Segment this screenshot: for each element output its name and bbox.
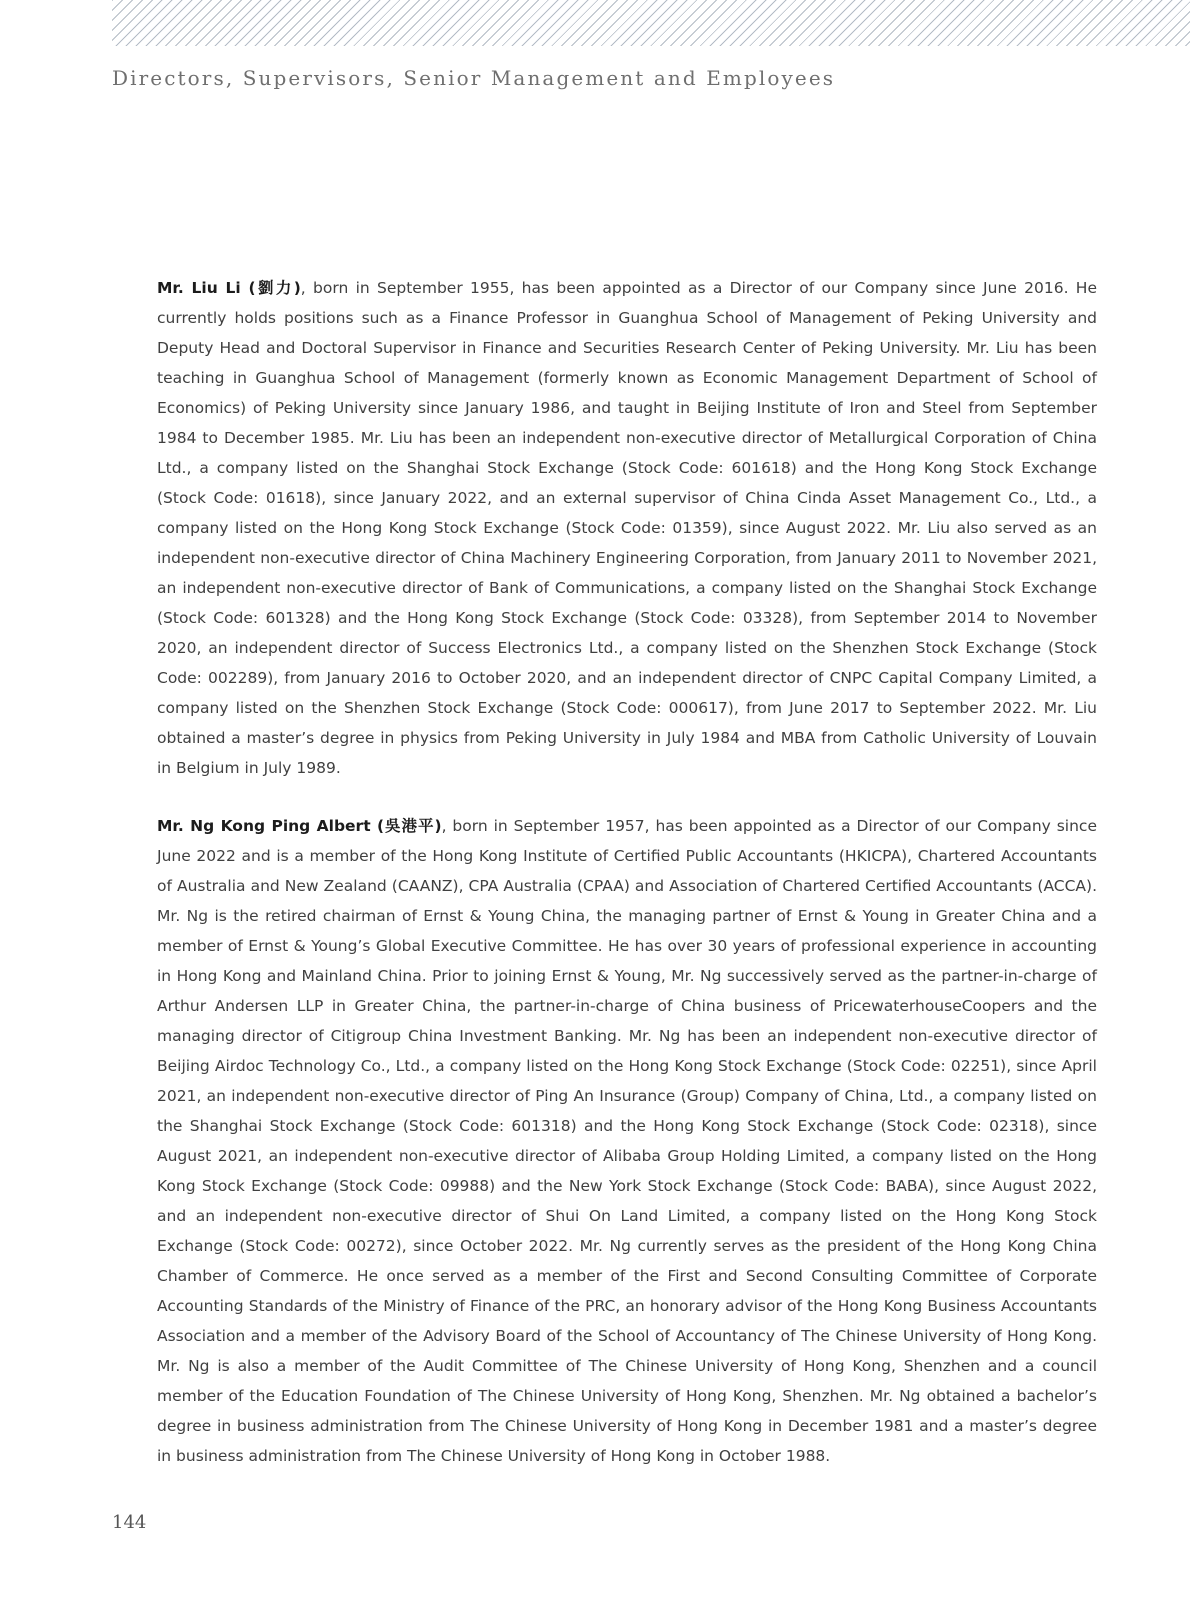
bio-text: , born in September 1955, has been appointed as a Director of our Company since June 2016. He currently holds positions such as a Finance Professor in Guanghua School of Management of Peking University and Deputy Head and Doctoral Supervisor in Finance and Securities Research Center of Peking University. Mr. Liu has been teaching in Guanghua School of Management (formerly known as Economic Management Department of School of Economics) of Peking University since January 1986, and taught in Beijing Institute of Iron and Steel from September 1984 to December 1985. Mr. Liu has been an independent non-executive director of Metallurgical Corporation of China Ltd., a company listed on the Shanghai Stock Exchange (Stock Code: 601618) and the Hong Kong Stock Exchange (Stock Code: 01618), since January 2022, and an external supervisor of China Cinda Asset Management Co., Ltd., a company listed on the Hong Kong Stock Exchange (Stock Code: 01359), since August 2022. Mr. Liu also served as an independent non-executive director of China Machinery Engineering Corporation, from January 2011 to November 2021, an independent non-executive director of Bank of Communications, a company listed on the Shanghai Stock Exchange (Stock Code: 601328) and the Hong Kong Stock Exchange (Stock Code: 03328), from September 2014 to November 2020, an independent director of Success Electronics Ltd., a company listed on the Shenzhen Stock Exchange (Stock Code: 002289), from January 2016 to October 2020, and an independent director of CNPC Capital Company Limited, a company listed on the Shenzhen Stock Exchange (Stock Code: 000617), from June 2017 to September 2022. Mr. Liu obtained a master’s degree in physics from Peking University in July 1984 and MBA from Catholic University of Louvain in Belgium in July 1989. <box>157 279 1097 777</box>
bio-text: , born in September 1957, has been appointed as a Director of our Company since June 2022 and is a member of the Hong Kong Institute of Certified Public Accountants (HKICPA), Chartered Accountants of Australia and New Zealand (CAANZ), CPA Australia (CPAA) and Association of Chartered Certified Accountants (ACCA). Mr. Ng is the retired chairman of Ernst & Young China, the managing partner of Ernst & Young in Greater China and a member of Ernst & Young’s Global Executive Committee. He has over 30 years of professional experience in accounting in Hong Kong and Mainland China. Prior to joining Ernst & Young, Mr. Ng successively served as the partner-in-charge of Arthur Andersen LLP in Greater China, the partner-in-charge of China business of PricewaterhouseCoopers and the managing director of Citigroup China Investment Banking. Mr. Ng has been an independent non-executive director of Beijing Airdoc Technology Co., Ltd., a company listed on the Hong Kong Stock Exchange (Stock Code: 02251), since April 2021, an independent non-executive director of Ping An Insurance (Group) Company of China, Ltd., a company listed on the Shanghai Stock Exchange (Stock Code: 601318) and the Hong Kong Stock Exchange (Stock Code: 02318), since August 2021, an independent non-executive director of Alibaba Group Holding Limited, a company listed on the Hong Kong Stock Exchange (Stock Code: 09988) and the New York Stock Exchange (Stock Code: BABA), since August 2022, and an independent non-executive director of Shui On Land Limited, a company listed on the Hong Kong Stock Exchange (Stock Code: 00272), since October 2022. Mr. Ng currently serves as the president of the Hong Kong China Chamber of Commerce. He once served as a member of the First and Second Consulting Committee of Corporate Accounting Standards of the Ministry of Finance of the PRC, an honorary advisor of the Hong Kong Business Accountants Association and a member of the Advisory Board of the School of Accountancy of The Chinese University of Hong Kong. Mr. Ng is also a member of the Audit Committee of The Chinese University of Hong Kong, Shenzhen and a council member of the Education Foundation of The Chinese University of Hong Kong, Shenzhen. Mr. Ng obtained a bachelor’s degree in business administration from The Chinese University of Hong Kong in December 1981 and a master’s degree in business administration from The Chinese University of Hong Kong in October 1988. <box>157 817 1097 1465</box>
bio-content <box>157 273 1097 1471</box>
bio-paragraph-liu-li <box>157 273 1097 783</box>
bio-name: Mr. Ng Kong Ping Albert (吳港平) <box>157 817 442 835</box>
bio-name: Mr. Liu Li (劉力) <box>157 279 301 297</box>
page-number: 144 <box>112 1512 147 1533</box>
bio-paragraph-ng-kong-ping-albert <box>157 811 1097 1471</box>
header-hatch-band <box>112 0 1190 46</box>
section-title: Directors, Supervisors, Senior Management and Employees <box>112 66 836 90</box>
